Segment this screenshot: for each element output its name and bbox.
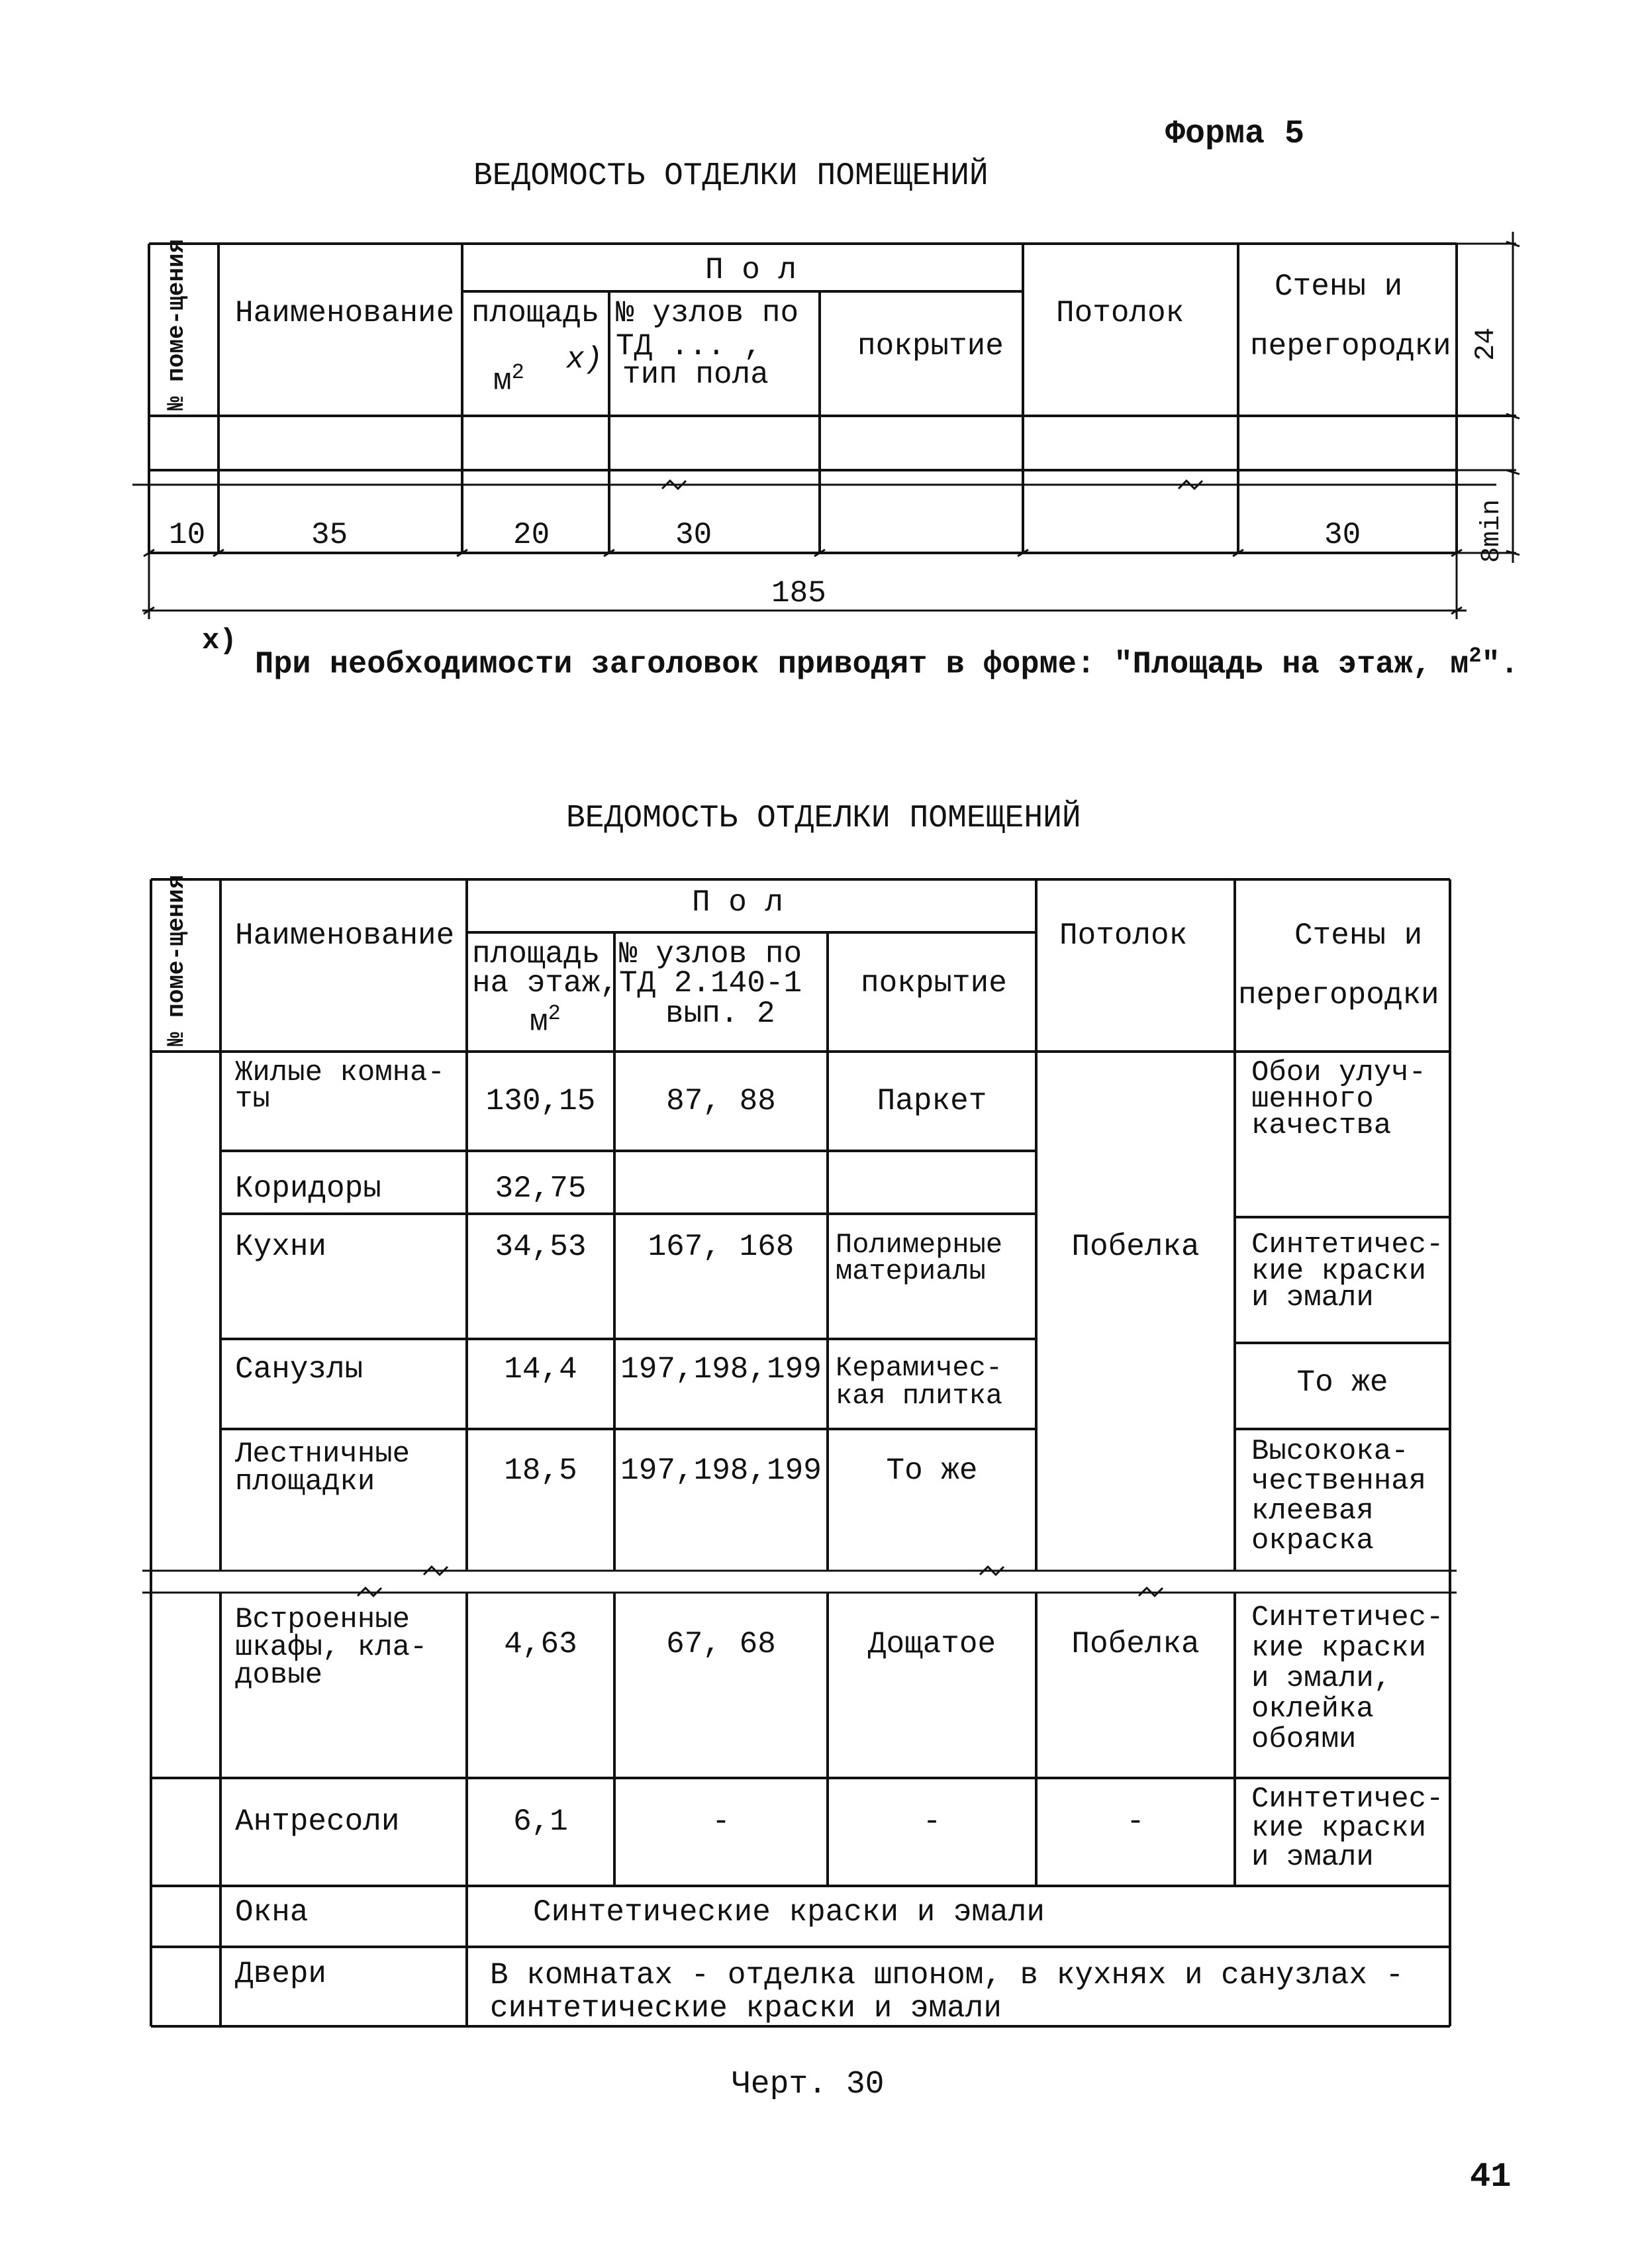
footnote-marker: x) <box>202 624 237 658</box>
table-2-col-area-l1: площадь <box>472 937 601 971</box>
table-1-col-area-l1: площадь <box>471 296 600 330</box>
row-5-cover: То же <box>886 1454 978 1488</box>
row-4-walls: То же <box>1296 1365 1388 1400</box>
table-2-col-cover: покрытие <box>861 966 1007 1001</box>
row-7-nodes: - <box>712 1804 730 1839</box>
row-1-nodes: 87, 88 <box>666 1084 776 1118</box>
row-3-area: 34,53 <box>495 1230 587 1264</box>
form-label: Форма 5 <box>1165 115 1305 153</box>
title-2: ВЕДОМОСТЬ ОТДЕЛКИ ПОМЕЩЕНИЙ <box>566 801 1081 836</box>
row-6-name: Встроенные шкафы, кла- довые <box>235 1603 428 1692</box>
table-1-col-walls-l1: Стены и <box>1275 270 1403 304</box>
row-4-name: Санузлы <box>235 1352 363 1387</box>
row-3-name: Кухни <box>235 1230 327 1264</box>
row-5-name: Лестничные площадки <box>235 1438 410 1499</box>
row-7-name: Антресоли <box>235 1804 400 1839</box>
row-5-nodes: 197,198,199 <box>620 1454 822 1488</box>
table-2-col-area-l3: $м^2$ <box>530 1001 561 1040</box>
dim-width-nodes: 30 <box>675 518 712 552</box>
row-1-area: 130,15 <box>485 1084 596 1118</box>
footnote-text: При необходимости заголовок приводят в форме: "Площадь на этаж, $м^2$". <box>255 644 1519 683</box>
title-1: ВЕДОМОСТЬ ОТДЕЛКИ ПОМЕЩЕНИЙ <box>473 158 989 194</box>
table-1-col-nodes-l1: № узлов по <box>616 296 799 330</box>
table-2-col-walls-l1: Стены и <box>1294 918 1423 953</box>
row-7-ceiling: - <box>1126 1804 1145 1839</box>
table-2-col-walls-l2: перегородки <box>1238 978 1439 1012</box>
dim-width-walls: 30 <box>1324 518 1361 552</box>
page-number: 41 <box>1470 2157 1512 2196</box>
row-2-name: Коридоры <box>235 1171 381 1206</box>
dim-row-height: 8min <box>1477 499 1507 563</box>
row-1-cover: Паркет <box>877 1084 987 1118</box>
table-1-col-cover: покрытие <box>857 329 1004 364</box>
dim-total: 185 <box>771 576 826 611</box>
table-2-col-no: № поме-щения <box>163 874 190 1046</box>
row-6-nodes: 67, 68 <box>666 1627 776 1661</box>
table-1-col-no: № поме-щения <box>163 238 190 411</box>
table-2-group-floor: П о л <box>692 885 784 920</box>
row-2-area: 32,75 <box>495 1171 587 1206</box>
table-1-col-area-note: x) <box>566 342 603 377</box>
row-3-walls: Синтетичес- кие краски и эмали <box>1251 1228 1444 1314</box>
table-1-col-nodes-l3: тип пола <box>622 358 769 392</box>
row-7-cover: - <box>922 1804 942 1839</box>
row-4-area: 14,4 <box>504 1352 577 1387</box>
doors-text: В комнатах - отделка шпоном, в кухнях и санузлах - синтетические краски и эмали <box>490 1958 1404 2026</box>
row-5-area: 18,5 <box>504 1454 577 1488</box>
row-6-area: 4,63 <box>504 1627 577 1661</box>
table-2-col-nodes-l3: вып. 2 <box>665 997 775 1031</box>
row-1-name: Жилые комна- ты <box>235 1056 445 1116</box>
doors-label: Двери <box>235 1957 327 1991</box>
caption: Черт. 30 <box>732 2067 885 2102</box>
table-2-col-nodes-l2: ТД 2.140-1 <box>619 966 802 1001</box>
table-1-col-name: Наименование <box>235 296 455 330</box>
row-3-cover: Полимерные материалы <box>836 1229 1003 1287</box>
row-7-walls: Синтетичес- кие краски и эмали <box>1251 1783 1444 1874</box>
dim-width-no: 10 <box>169 518 206 552</box>
ceiling-merged: Побелка <box>1071 1230 1200 1264</box>
table-1-col-ceiling: Потолок <box>1056 296 1184 330</box>
row-4-cover: Керамичес- кая плитка <box>836 1352 1003 1412</box>
row-6-walls: Синтетичес- кие краски и эмали, оклейка обоями <box>1251 1601 1444 1756</box>
table-2-col-area-l2: на этаж, <box>472 966 618 1001</box>
row-5-walls: Высокока- чественная клеевая окраска <box>1251 1435 1427 1557</box>
row-7-area: 6,1 <box>513 1804 568 1839</box>
table-2-col-name: Наименование <box>235 918 455 953</box>
dim-width-area: 20 <box>513 518 550 552</box>
table-1-col-walls-l2: перегородки <box>1250 329 1451 364</box>
row-4-nodes: 197,198,199 <box>620 1352 822 1387</box>
row-6-ceiling: Побелка <box>1071 1627 1200 1661</box>
table-2-col-ceiling: Потолок <box>1059 918 1188 953</box>
table-1-group-floor: П о л <box>705 253 797 287</box>
dim-width-name: 35 <box>311 518 348 552</box>
table-1-col-nodes-l2: ТД ... , <box>616 329 762 364</box>
row-6-cover: Дощатое <box>867 1627 996 1661</box>
dim-header-height: 24 <box>1470 327 1502 361</box>
table-1-col-area-l2: $м^2$ <box>493 360 524 399</box>
table-2-col-nodes-l1: № узлов по <box>619 937 802 971</box>
windows-label: Окна <box>235 1895 309 1930</box>
row-3-nodes: 167, 168 <box>648 1230 795 1264</box>
row-1-walls: Обои улуч- шенного качества <box>1251 1056 1427 1142</box>
windows-text: Синтетические краски и эмали <box>533 1895 1045 1930</box>
